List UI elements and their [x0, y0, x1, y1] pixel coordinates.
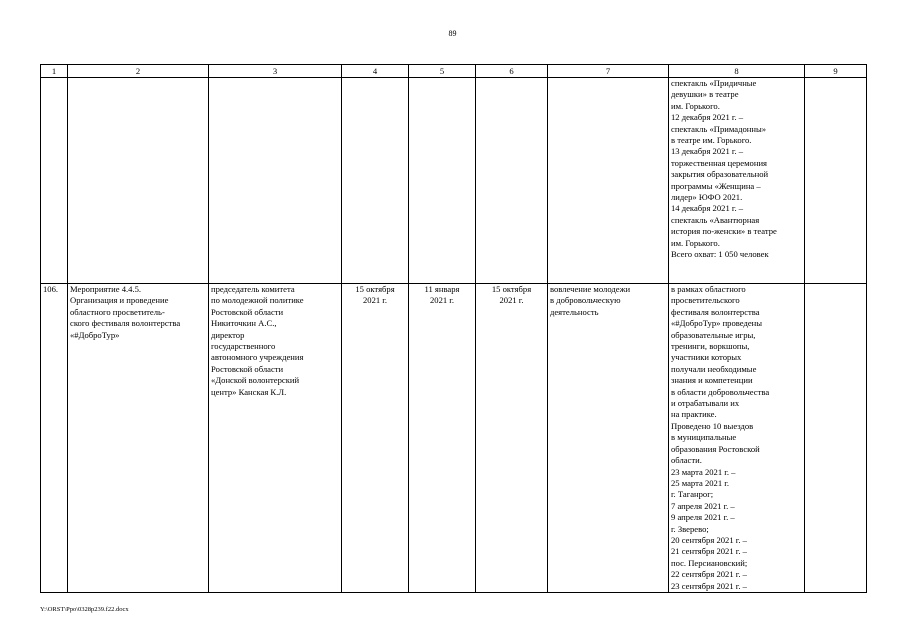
text-line: 11 января: [424, 284, 460, 294]
text-line: образования Ростовской: [671, 443, 760, 454]
text-line: директор: [211, 329, 245, 340]
text-line: история по-женски» в театре: [671, 226, 777, 237]
text-line: 15 октября: [491, 284, 532, 294]
cell-event-name: [68, 284, 209, 593]
text-line: областного просветитель-: [70, 306, 165, 317]
text-line: на практике.: [671, 409, 717, 420]
text-line: просветительского: [671, 295, 740, 306]
text-line: закрытия образовательной: [671, 169, 769, 180]
report-table: [40, 64, 867, 593]
cell-planned-date: [342, 284, 409, 593]
text-line: г. Зверево;: [671, 523, 709, 534]
cell-c2: [68, 78, 209, 284]
table-row-continuation: [41, 78, 867, 284]
column-header-1: 1: [41, 65, 68, 78]
cell-c9: [805, 78, 867, 284]
text-line: 12 декабря 2021 г. –: [671, 112, 744, 123]
text-line: 23 марта 2021 г. –: [671, 466, 736, 477]
text-line: девушки» в театре: [671, 89, 739, 100]
text-line: автономного учреждения: [211, 352, 304, 363]
file-path-footer: Y:\ORST\Ppo\0328p239.f22.docx: [40, 606, 129, 613]
text-line: 15 октября: [355, 284, 395, 294]
text-line: Никиточкин А.С.,: [211, 318, 277, 329]
text-line: Ростовской области: [211, 363, 284, 374]
text-line: «Донской волонтерский: [211, 375, 300, 386]
text-line: 2021 г.: [362, 295, 388, 306]
cell-c5: [409, 78, 476, 284]
cell-c4: [342, 78, 409, 284]
text-line: тренинги, воркшопы,: [671, 341, 750, 352]
cell-notes: [805, 284, 867, 593]
column-header-5: 5: [409, 65, 476, 78]
text-line: 21 сентября 2021 г. –: [671, 546, 747, 557]
text-line: в рамках областного: [671, 284, 746, 294]
text-line: Всего охват: 1 050 человек: [671, 249, 769, 260]
text-line: в муниципальные: [671, 432, 737, 443]
column-header-3: 3: [209, 65, 342, 78]
text-line: области.: [671, 455, 702, 466]
cell-c8-results: [669, 78, 805, 284]
cell-expected-result: [548, 284, 669, 593]
text-line: Ростовской области: [211, 306, 284, 317]
row-number: 106.: [41, 284, 68, 593]
text-line: центр» Канская К.Л.: [211, 386, 287, 397]
text-line: получали необходимые: [671, 363, 757, 374]
cell-responsible: [209, 284, 342, 593]
text-line: Организация и проведение: [70, 295, 169, 306]
cell-start-date: [409, 284, 476, 593]
text-line: 22 сентября 2021 г. –: [671, 569, 747, 580]
text-line: 9 апреля 2021 г. –: [671, 512, 735, 523]
text-line: г. Таганрог;: [671, 489, 714, 500]
text-line: в театре им. Горького.: [671, 135, 752, 146]
text-line: и отрабатывали их: [671, 398, 740, 409]
text-line: им. Горького.: [671, 100, 720, 111]
text-line: «#ДоброТур» проведены: [671, 318, 763, 329]
text-line: ского фестиваля волонтерства: [70, 318, 181, 329]
column-header-2: 2: [68, 65, 209, 78]
text-line: деятельность: [550, 306, 599, 317]
text-line: торжественная церемония: [671, 157, 768, 168]
text-line: 7 апреля 2021 г. –: [671, 500, 735, 511]
cell-c3: [209, 78, 342, 284]
page-number: 89: [448, 29, 457, 38]
text-line: фестиваля волонтерства: [671, 306, 760, 317]
text-line: участники которых: [671, 352, 742, 363]
text-line: в области добровольчества: [671, 386, 770, 397]
column-header-8: 8: [669, 65, 805, 78]
cell-c6: [476, 78, 548, 284]
cell-c7: [548, 78, 669, 284]
text-line: 14 декабря 2021 г. –: [671, 203, 744, 214]
text-line: «#ДоброТур»: [70, 329, 120, 340]
table-header-row: [41, 65, 867, 78]
text-line: по молодежной политике: [211, 295, 304, 306]
text-line: спектакль «Придичные: [671, 78, 757, 88]
text-line: председатель комитета: [211, 284, 295, 294]
column-header-4: 4: [342, 65, 409, 78]
text-line: лидер» ЮФО 2021.: [671, 192, 743, 203]
text-line: спектакль «Примадонны»: [671, 123, 767, 134]
text-line: в добровольческую: [550, 295, 621, 306]
column-header-6: 6: [476, 65, 548, 78]
text-line: 25 марта 2021 г.: [671, 477, 729, 488]
cell-results: [669, 284, 805, 593]
text-line: 23 сентября 2021 г. –: [671, 580, 747, 591]
text-line: вовлечение молодежи: [550, 284, 631, 294]
text-line: 2021 г.: [499, 295, 524, 306]
text-line: знания и компетенции: [671, 375, 753, 386]
text-line: им. Горького.: [671, 237, 720, 248]
cell-c1: [41, 78, 68, 284]
text-line: спектакль «Авантюрная: [671, 214, 760, 225]
text-line: государственного: [211, 341, 276, 352]
text-line: Проведено 10 выездов: [671, 420, 754, 431]
text-line: программы «Женщина –: [671, 180, 761, 191]
column-header-7: 7: [548, 65, 669, 78]
text-line: 20 сентября 2021 г. –: [671, 534, 747, 545]
text-line: пос. Персиановский;: [671, 557, 748, 568]
table-row-106: [41, 284, 867, 593]
text-line: образовательные игры,: [671, 329, 756, 340]
column-header-9: 9: [805, 65, 867, 78]
text-line: Мероприятие 4.4.5.: [70, 284, 142, 294]
text-line: 2021 г.: [429, 295, 455, 306]
cell-end-date: [476, 284, 548, 593]
text-line: 13 декабря 2021 г. –: [671, 146, 744, 157]
